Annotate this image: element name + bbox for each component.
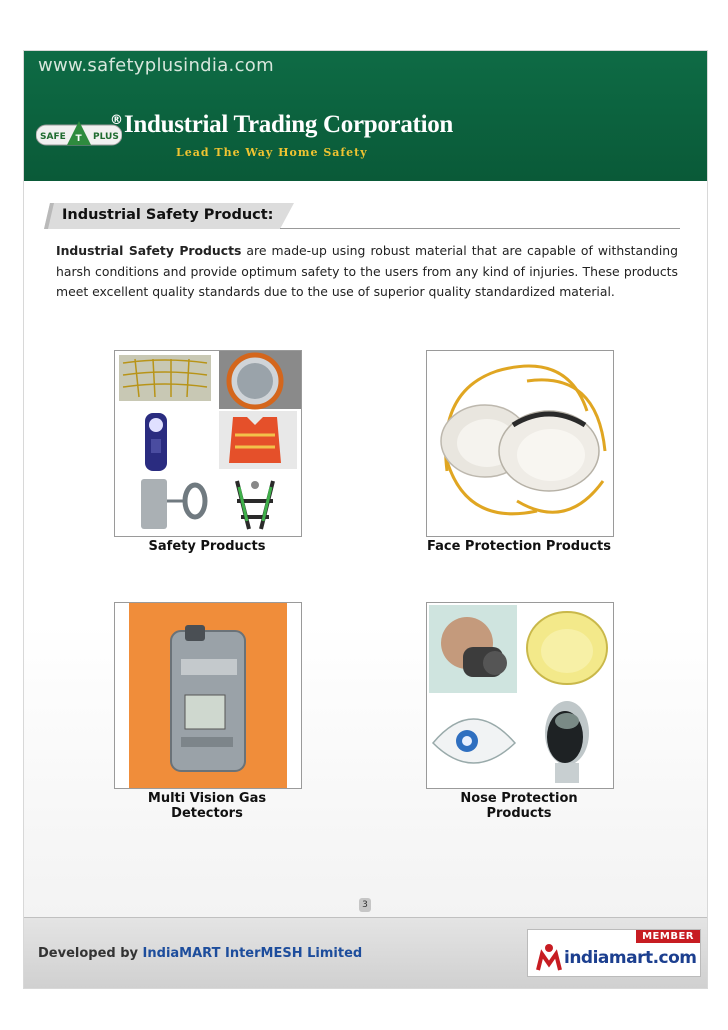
- content-area: [24, 181, 707, 917]
- paragraph-body: are made-up using robust material that are capable of withstanding harsh conditions and provide optimum safety to the users from any kind of injuries. These products meet excellent quality standards due to the use of superior quality standardized material.: [56, 243, 678, 299]
- developed-by-credit: [38, 946, 362, 961]
- safety-products-collage: [115, 351, 301, 536]
- caption-face-protection: Face Protection Products: [426, 539, 612, 554]
- website-url[interactable]: www.safetyplusindia.com: [38, 55, 274, 76]
- indiamart-brand: indiamart.com: [564, 948, 697, 968]
- caption-nose-protection: Nose Protection Products: [460, 791, 578, 821]
- company-tagline: Lead The Way Home Safety: [176, 146, 368, 159]
- page-number: 3: [359, 898, 371, 912]
- respirators-collage: [427, 603, 613, 788]
- gas-detector-illustration: [115, 603, 301, 788]
- footer: [24, 917, 707, 989]
- indiamart-member-badge[interactable]: [527, 929, 701, 977]
- safety-products-image: [114, 350, 302, 537]
- caption-gas-detectors: Multi Vision Gas Detectors: [147, 791, 267, 821]
- indiamart-logo-icon: [534, 942, 564, 972]
- developed-by-label: Developed by: [38, 946, 143, 961]
- header-banner: [24, 51, 707, 181]
- member-tag: MEMBER: [636, 930, 700, 943]
- section-paragraph: [56, 241, 678, 303]
- caption-safety-products: Safety Products: [148, 539, 266, 554]
- logo-text-t: T: [75, 134, 82, 144]
- developer-link[interactable]: IndiaMART InterMESH Limited: [142, 946, 363, 961]
- nose-protection-image: [426, 602, 614, 789]
- company-name: Industrial Trading Corporation: [124, 111, 454, 138]
- logo-text-safe: SAFE: [40, 132, 66, 142]
- face-protection-image: [426, 350, 614, 537]
- section-title: Industrial Safety Product:: [62, 207, 274, 223]
- gas-detector-image: [114, 602, 302, 789]
- brochure-page: [23, 50, 708, 989]
- logo-text-plus: PLUS: [93, 132, 119, 142]
- paragraph-bold-lead: Industrial Safety Products: [56, 243, 242, 258]
- registered-mark: ®: [110, 113, 123, 128]
- face-masks-illustration: [427, 351, 613, 536]
- section-divider: [280, 228, 680, 229]
